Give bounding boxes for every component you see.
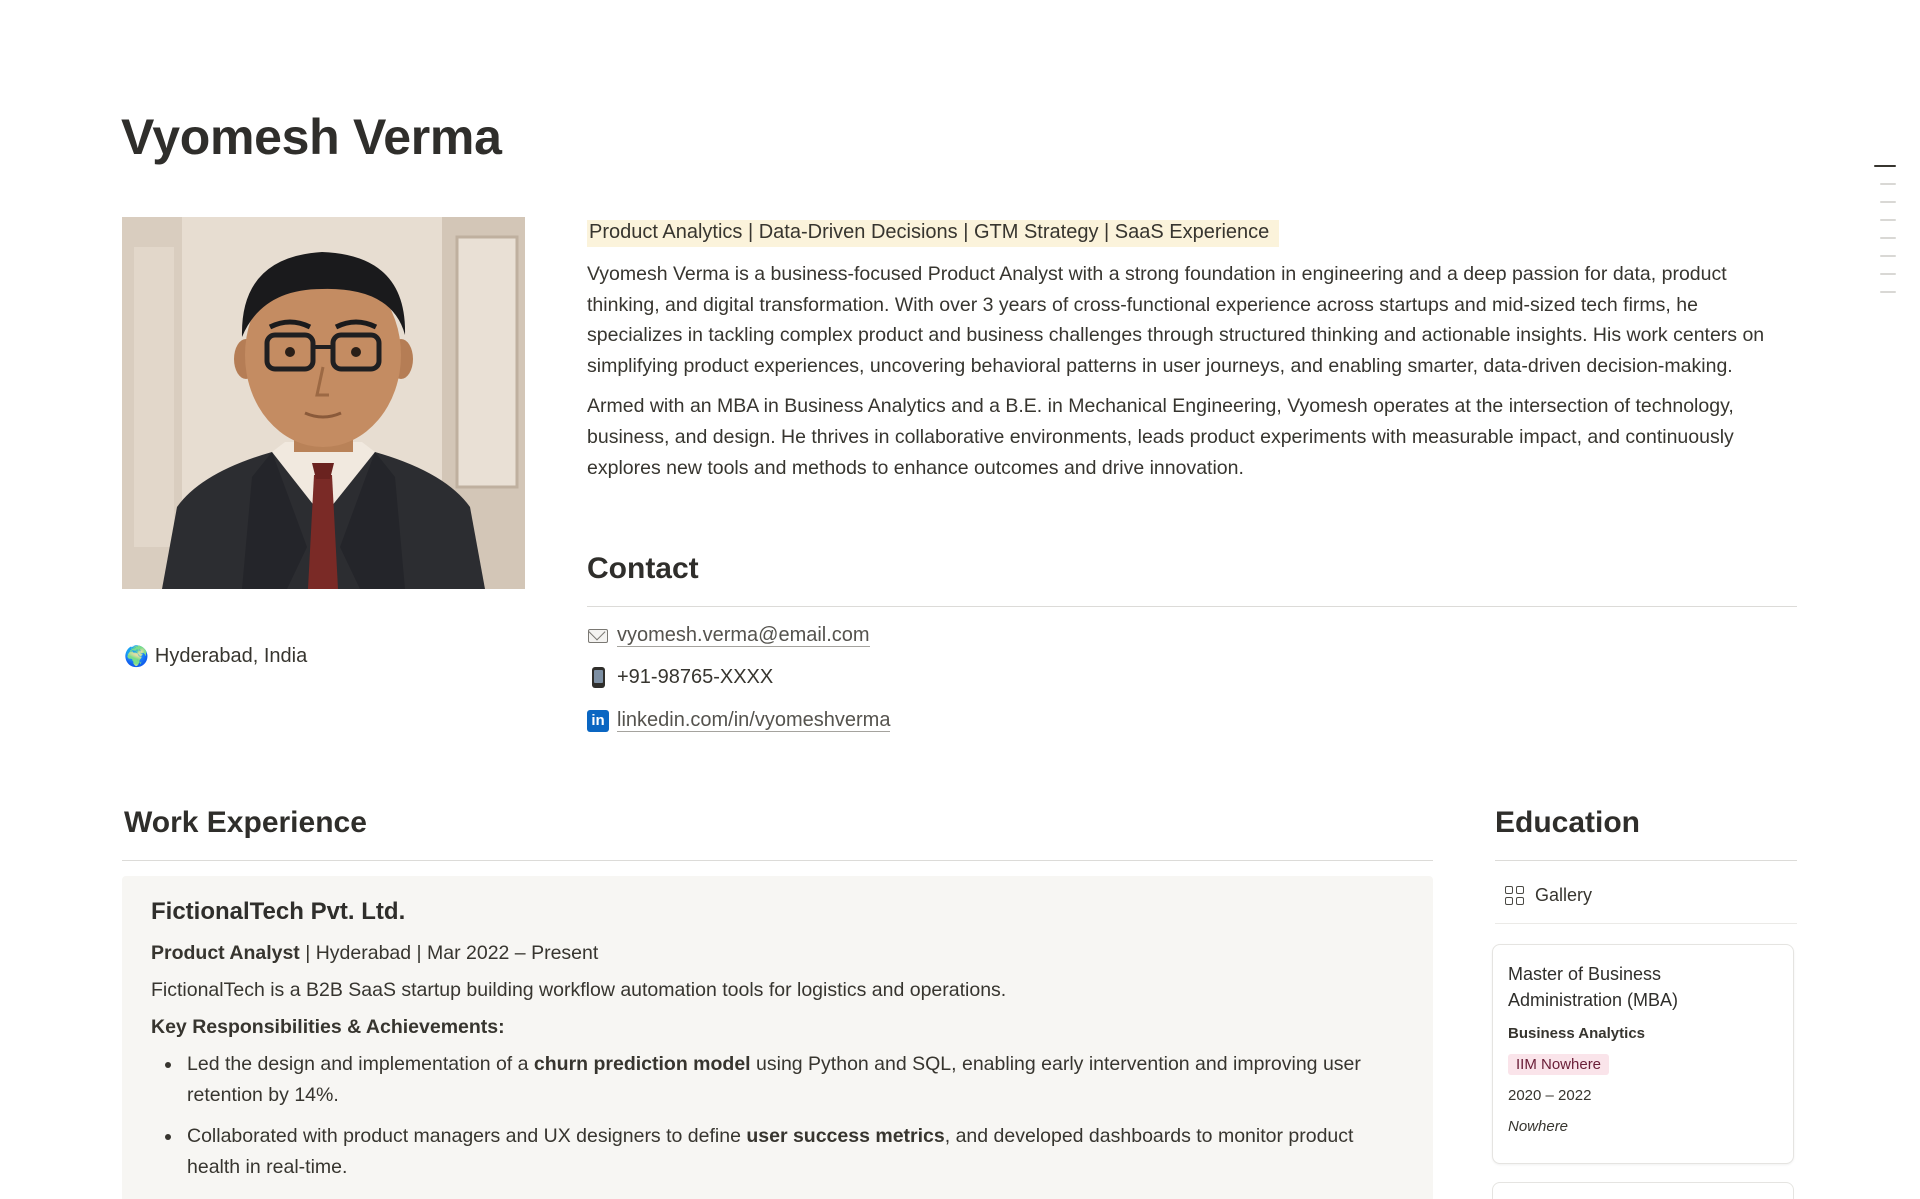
page-title: Vyomesh Verma	[121, 109, 502, 165]
globe-icon: 🌍	[124, 646, 149, 668]
divider	[122, 860, 1433, 861]
gallery-grid-icon	[1505, 886, 1525, 906]
education-heading: Education	[1495, 806, 1641, 839]
institution-tag: IIM Nowhere	[1508, 1054, 1609, 1075]
bio-paragraph: Vyomesh Verma is a business-focused Product Analyst with a strong foundation in engineering and a deep passion for data, product thinking, and digital transformation. With over 3 years of cross-functional experience across startups and mid-sized tech firms, he specializes in tackling complex product and business challenges through structured thinking and actionable insights. His work centers on simplifying product experiences, uncovering behavioral patterns in user journeys, and enabling smarter, data-driven decision-making.	[587, 263, 1765, 377]
outline-item[interactable]	[1880, 201, 1896, 203]
list-item: Collaborated with product managers and UX designers to define user success metrics, and developed dashboards to monitor product health in real-time.	[151, 1121, 1404, 1182]
responsibilities-list	[151, 1049, 1404, 1182]
outline-item[interactable]	[1880, 291, 1896, 293]
linkedin-icon: in	[587, 710, 609, 732]
tagline-highlight: Product Analytics | Data-Driven Decisions | GTM Strategy | SaaS Experience	[587, 220, 1279, 247]
location	[124, 644, 307, 669]
education-card[interactable]	[1492, 944, 1794, 1164]
email-link[interactable]: vyomesh.verma@email.com	[617, 624, 870, 646]
page-outline[interactable]	[1874, 165, 1896, 309]
outline-item[interactable]	[1880, 237, 1896, 239]
outline-item[interactable]	[1880, 273, 1896, 275]
gallery-view-label: Gallery	[1535, 885, 1593, 905]
responsibilities-heading: Key Responsibilities & Achievements:	[151, 1016, 505, 1038]
outline-item[interactable]	[1880, 219, 1896, 221]
phone-number: +91-98765-XXXX	[617, 666, 774, 688]
divider	[587, 606, 1797, 607]
contact-heading: Contact	[587, 552, 699, 585]
linkedin-link[interactable]: linkedin.com/in/vyomeshverma	[617, 709, 891, 731]
gallery-view-tab[interactable]	[1505, 885, 1592, 906]
profile-photo	[122, 217, 525, 589]
contact-linkedin-row	[587, 709, 890, 732]
company-name: FictionalTech Pvt. Ltd.	[151, 898, 406, 925]
bio-section	[587, 220, 1797, 483]
work-experience-card	[122, 876, 1433, 1199]
work-experience-heading: Work Experience	[124, 806, 367, 839]
company-description: FictionalTech is a B2B SaaS startup building workflow automation tools for logistics and operations.	[151, 979, 1007, 1001]
divider	[1495, 923, 1797, 924]
education-years: 2020 – 2022	[1508, 1087, 1592, 1104]
role-line	[151, 942, 1404, 965]
phone-icon	[592, 667, 605, 688]
location-text: Hyderabad, India	[154, 645, 308, 667]
role-meta: | Hyderabad | Mar 2022 – Present	[299, 942, 599, 964]
email-icon	[588, 629, 608, 643]
role-title: Product Analyst	[151, 942, 300, 964]
outline-item[interactable]	[1874, 165, 1896, 167]
contact-phone-row	[587, 666, 773, 689]
outline-item[interactable]	[1880, 255, 1896, 257]
degree-field: Business Analytics	[1508, 1025, 1645, 1042]
bio-paragraph: Armed with an MBA in Business Analytics and a B.E. in Mechanical Engineering, Vyomesh operates at the intersection of technology, business, and design. He thrives in collaborative environments, leads product experiments with measurable impact, and continuously explores new tools and methods to enhance outcomes and drive innovation.	[587, 395, 1734, 479]
education-card[interactable]	[1492, 1182, 1794, 1199]
list-item: Led the design and implementation of a churn prediction model using Python and SQL, enabling early intervention and improving user retention by 14%.	[151, 1049, 1404, 1110]
degree-title: Master of Business Administration (MBA)	[1508, 964, 1679, 1010]
outline-item[interactable]	[1880, 183, 1896, 185]
contact-email-row	[587, 624, 870, 647]
divider	[1495, 860, 1797, 861]
education-place: Nowhere	[1508, 1118, 1569, 1135]
